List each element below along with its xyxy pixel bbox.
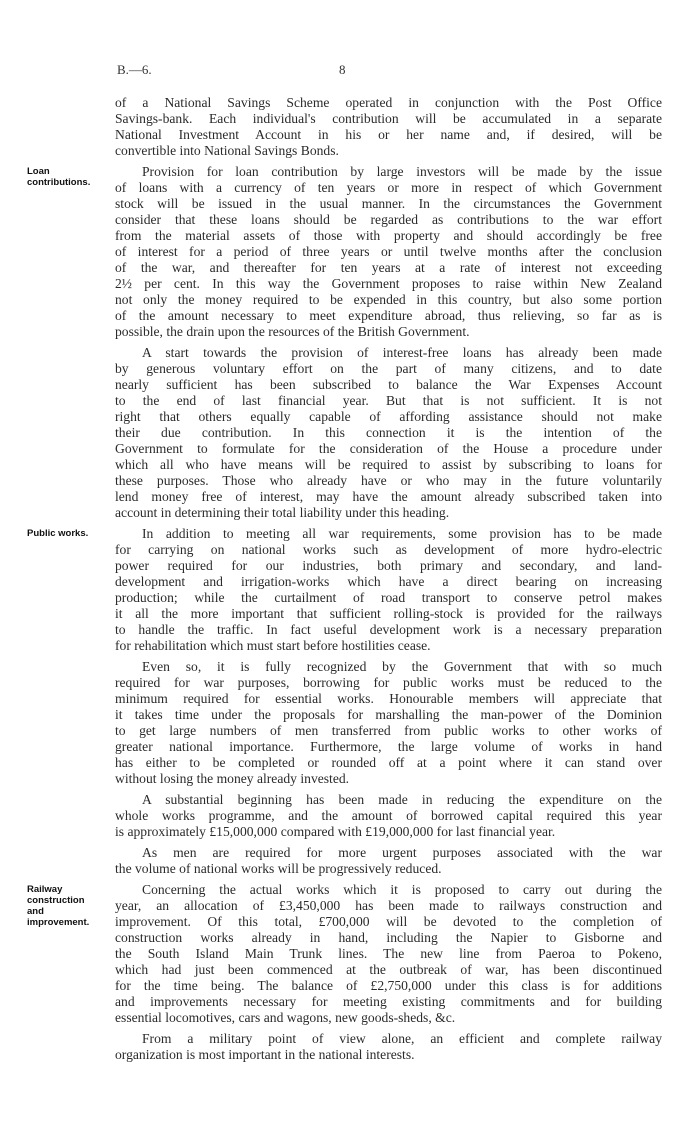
text-line: the volume of national works will be progressively reduced.: [115, 861, 442, 876]
paragraph: [27, 164, 662, 340]
text-line: these purposes. Those who already have or who may in the future voluntarily: [115, 473, 662, 488]
paragraph: [115, 845, 662, 877]
text-line: National Investment Account in his or her name and, if desired, will be: [115, 127, 662, 142]
text-line: essential locomotives, cars and wagons, new goods-sheds, &c.: [115, 1010, 456, 1025]
paragraph: [115, 1031, 662, 1063]
paragraph: [115, 659, 662, 787]
text-line: of interest for a period of three years or until twelve months after the conclusion: [115, 244, 662, 259]
text-line: is approximately £15,000,000 compared with £19,000,000 for last financial year.: [115, 824, 556, 839]
text-line: of loans with a currency of ten years or more in respect of which Government: [115, 180, 662, 195]
text-line: development and irrigation-works which have a direct bearing on increasing: [115, 574, 662, 589]
text-line: to handle the traffic. In fact useful development work is a necessary preparation: [115, 622, 662, 637]
text-line: for the time being. The balance of £2,750,000 under this class is for additions: [115, 978, 662, 993]
text-line: for rehabilitation which must start before hostilities cease.: [115, 638, 431, 653]
text-line: by generous voluntary effort on the part of many citizens, and to date: [115, 361, 662, 376]
text-line: whole works programme, and the amount of borrowed capital required this year: [115, 808, 662, 823]
text-line: 2½ per cent. In this way the Government proposes to raise within New Zealand: [115, 276, 662, 291]
margin-note-line: Public works.: [27, 528, 89, 539]
text-line: to the end of last financial year. But that is not sufficient. It is not: [115, 393, 662, 408]
margin-note: [27, 528, 111, 539]
text-line: As men are required for more urgent purposes associated with the war: [142, 845, 662, 860]
text-line: lend money free of interest, may have the amount already subscribed taken into: [115, 489, 662, 504]
text-line: Savings-bank. Each individual's contribution will be accumulated in a separate: [115, 111, 662, 126]
margin-note-line: Loan: [27, 166, 50, 177]
text-line: right that others equally capable of affording assistance should not make: [115, 409, 662, 424]
text-line: and improvements necessary for meeting existing commitments and for building: [115, 994, 662, 1009]
text-line: of the amount necessary to meet expenditure abroad, thus relieving, so far as is: [115, 308, 662, 323]
text-line: required for war purposes, borrowing for public works must be reduced to the: [115, 675, 662, 690]
text-line: possible, the drain upon the resources of the British Government.: [115, 324, 470, 339]
text-line: not only the money required to be expended in this country, but also some portion: [115, 292, 662, 307]
text-line: it takes time under the proposals for marshalling the man-power of the Dominion: [115, 707, 662, 722]
text-line: From a military point of view alone, an efficient and complete railway: [142, 1031, 662, 1046]
margin-note-line: Railway: [27, 884, 63, 895]
text-line: Concerning the actual works which it is proposed to carry out during the: [142, 882, 662, 897]
text-line: which all who have means will be required to assist by subscribing to loans for: [115, 457, 662, 472]
text-line: has either to be completed or rounded off at a point where it can stand over: [115, 755, 662, 770]
text-line: A start towards the provision of interest-free loans has already been made: [142, 345, 662, 360]
paragraph: [115, 345, 662, 521]
text-line: In addition to meeting all war requirements, some provision has to be made: [142, 526, 662, 541]
margin-note-line: and: [27, 906, 44, 917]
margin-note: [27, 884, 111, 928]
text-line: to get large numbers of men transferred from public works to other works of: [115, 723, 662, 738]
text-line: of a National Savings Scheme operated in conjunction with the Post Office: [115, 95, 662, 110]
text-line: construction works already in hand, including the Napier to Gisborne and: [115, 930, 662, 945]
text-line: for carrying on national works such as development of more hydro-electric: [115, 542, 662, 557]
text-line: Even so, it is fully recognized by the Government that with so much: [142, 659, 662, 674]
text-line: which had just been commenced at the outbreak of war, has been discontinued: [115, 962, 662, 977]
margin-note: [27, 166, 111, 188]
text-line: year, an allocation of £3,450,000 has been made to railways construction and: [115, 898, 662, 913]
text-line: improvement. Of this total, £700,000 will be devoted to the completion of: [115, 914, 662, 929]
text-line: minimum required for essential works. Honourable members will appreciate that: [115, 691, 662, 706]
text-line: of the war, and thereafter for ten years at a rate of interest not exceeding: [115, 260, 662, 275]
text-line: it all the more important that sufficient rolling-stock is provided for the railways: [115, 606, 662, 621]
margin-note-line: contributions.: [27, 177, 91, 188]
text-line: without losing the money already invested.: [115, 771, 350, 786]
margin-note-line: construction: [27, 895, 85, 906]
text-line: consider that these loans should be regarded as contributions to the war effort: [115, 212, 662, 227]
paragraph: [27, 526, 662, 654]
paragraph: [27, 882, 662, 1026]
document-body: [27, 95, 662, 1068]
text-line: the South Island Main Trunk lines. The new line from Paeroa to Pokeno,: [115, 946, 662, 961]
document-series-code: B.—6.: [117, 62, 152, 77]
text-line: their due contribution. In this connection it is the intention of the: [115, 425, 662, 440]
text-line: Government to formulate for the consideration of the House a procedure under: [115, 441, 662, 456]
margin-note-line: improvement.: [27, 917, 90, 928]
text-line: convertible into National Savings Bonds.: [115, 143, 339, 158]
text-line: stock will be issued in the usual manner. In the circumstances the Government: [115, 196, 662, 211]
text-line: power required for our industries, both primary and secondary, and land-: [115, 558, 662, 573]
text-line: from the material assets of those with property and should accordingly be free: [115, 228, 662, 243]
paragraph: [115, 792, 662, 840]
text-line: A substantial beginning has been made in reducing the expenditure on the: [142, 792, 662, 807]
paragraph: [115, 95, 662, 159]
text-line: greater national importance. Furthermore, the large volume of works in hand: [115, 739, 662, 754]
text-line: Provision for loan contribution by large investors will be made by the issue: [142, 164, 662, 179]
text-line: organization is most important in the national interests.: [115, 1047, 415, 1062]
text-line: account in determining their total liability under this heading.: [115, 505, 450, 520]
text-line: production; while the curtailment of road transport to conserve petrol makes: [115, 590, 662, 605]
page-number: 8: [339, 62, 346, 77]
text-line: nearly sufficient has been subscribed to balance the War Expenses Account: [115, 377, 662, 392]
